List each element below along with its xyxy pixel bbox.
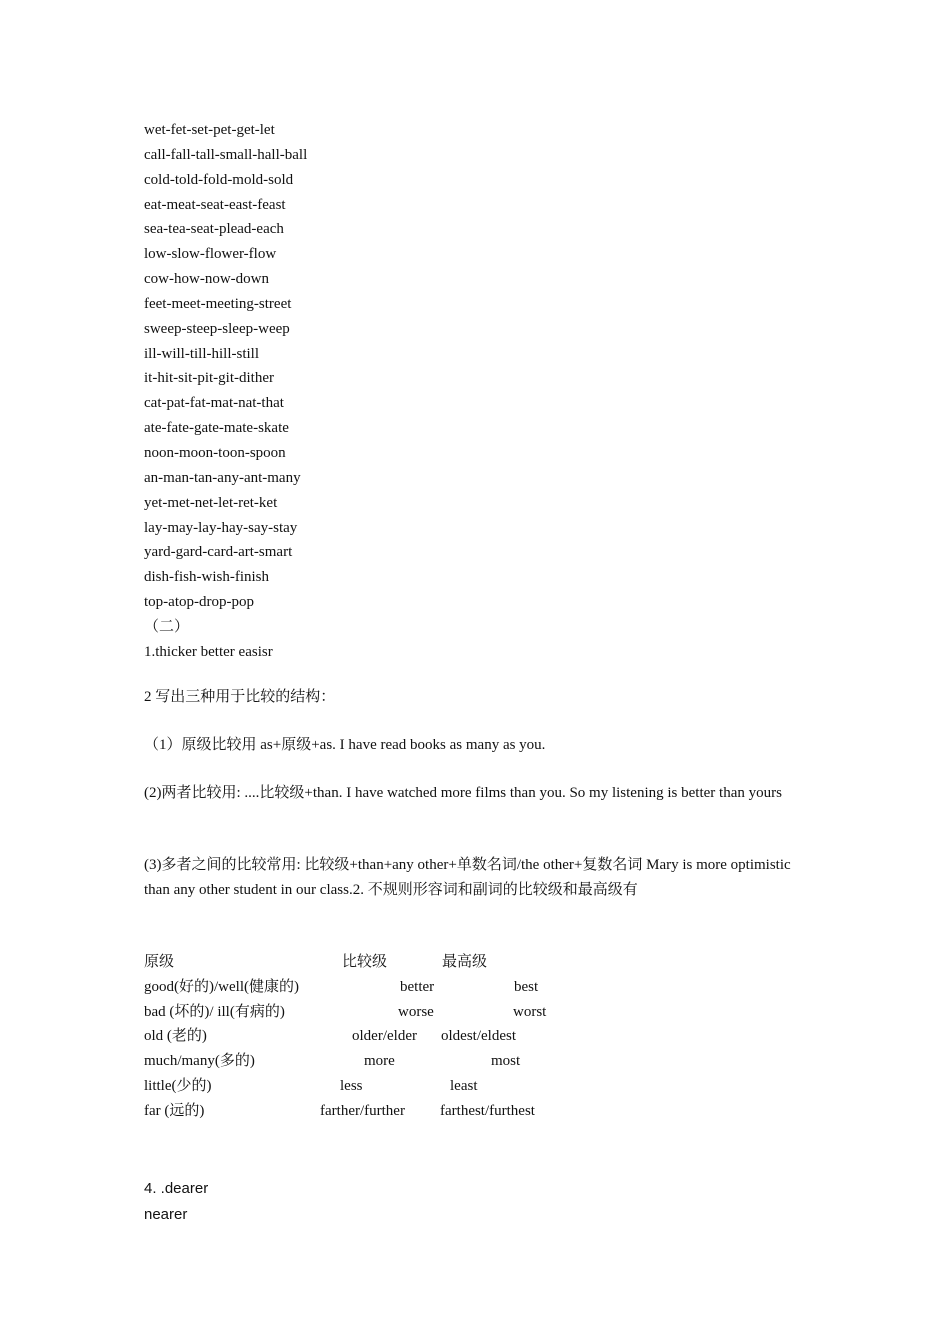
section-heading: 2 写出三种用于比较的结构： bbox=[144, 689, 336, 705]
paragraph-item-2: (2)两者比较用: ....比较级+than. I have watched more films than you. So my listening is better than yours bbox=[144, 785, 782, 801]
word-list bbox=[144, 118, 844, 665]
table-header-row bbox=[144, 950, 704, 975]
table-cell: least bbox=[450, 1077, 478, 1094]
comparison-table bbox=[144, 950, 704, 1124]
answer-line-4: 4. .dearer bbox=[144, 1180, 209, 1197]
table-cell: more bbox=[364, 1053, 395, 1070]
word-line: ill-will-till-hill-still bbox=[144, 345, 259, 362]
word-line: sweep-steep-sleep-weep bbox=[144, 320, 290, 337]
table-cell: worse bbox=[398, 1003, 434, 1020]
header-cell: 最高级 bbox=[442, 954, 488, 970]
word-line: dish-fish-wish-finish bbox=[144, 569, 269, 586]
word-line: low-slow-flower-flow bbox=[144, 246, 277, 263]
word-line: cow-how-now-down bbox=[144, 271, 269, 288]
table-cell: worst bbox=[513, 1003, 547, 1020]
table-row bbox=[144, 1000, 704, 1025]
table-cell: much/many(多的) bbox=[144, 1053, 255, 1070]
answer-line-4b: nearer bbox=[144, 1206, 188, 1223]
table-cell: farther/further bbox=[320, 1102, 405, 1119]
paragraph-item-3: (3)多者之间的比较常用: 比较级+than+any other+单数名词/the other+复数名词 Mary is more optimistic than any other student in our class.2. 不规则形容词和副词的比较级和最高级有 bbox=[144, 857, 791, 898]
table-cell: far (远的) bbox=[144, 1102, 205, 1119]
header-cell: 比较级 bbox=[342, 954, 388, 970]
table-row bbox=[144, 1099, 704, 1124]
word-line: cold-told-fold-mold-sold bbox=[144, 171, 294, 188]
word-line: an-man-tan-any-ant-many bbox=[144, 469, 301, 486]
table-cell: older/elder bbox=[352, 1028, 417, 1045]
word-line: lay-may-lay-hay-say-stay bbox=[144, 519, 298, 536]
word-line: wet-fet-set-pet-get-let bbox=[144, 122, 275, 138]
table-row bbox=[144, 1024, 704, 1049]
word-line: feet-meet-meeting-street bbox=[144, 295, 292, 312]
word-line: sea-tea-seat-plead-each bbox=[144, 221, 284, 238]
table-cell: old (老的) bbox=[144, 1028, 207, 1045]
table-cell: good(好的)/well(健康的) bbox=[144, 978, 299, 995]
table-cell: farthest/furthest bbox=[440, 1102, 535, 1119]
section-label: （二） bbox=[144, 618, 190, 635]
word-line: top-atop-drop-pop bbox=[144, 594, 254, 611]
header-cell: 原级 bbox=[144, 954, 175, 970]
word-line: call-fall-tall-small-hall-ball bbox=[144, 146, 308, 163]
word-line: yard-gard-card-art-smart bbox=[144, 544, 293, 561]
table-cell: oldest/eldest bbox=[441, 1028, 516, 1045]
table-cell: most bbox=[491, 1053, 521, 1070]
table-row bbox=[144, 975, 704, 1000]
paragraph-item-1: （1）原级比较用 as+原级+as. I have read books as many as you. bbox=[144, 737, 546, 753]
table-cell: bad (坏的)/ ill(有病的) bbox=[144, 1003, 285, 1020]
table-cell: best bbox=[514, 978, 539, 995]
word-line: noon-moon-toon-spoon bbox=[144, 444, 286, 461]
word-line: it-hit-sit-pit-git-dither bbox=[144, 370, 274, 387]
word-line: yet-met-net-let-ret-ket bbox=[144, 494, 278, 511]
table-row bbox=[144, 1074, 704, 1099]
table-cell: better bbox=[400, 978, 435, 995]
table-cell: little(少的) bbox=[144, 1077, 212, 1094]
answer-line: 1.thicker better easisr bbox=[144, 643, 273, 660]
word-line: ate-fate-gate-mate-skate bbox=[144, 420, 289, 437]
table-row bbox=[144, 1049, 704, 1074]
table-cell: less bbox=[340, 1077, 363, 1094]
word-line: cat-pat-fat-mat-nat-that bbox=[144, 395, 284, 412]
word-line: eat-meat-seat-east-feast bbox=[144, 196, 286, 213]
